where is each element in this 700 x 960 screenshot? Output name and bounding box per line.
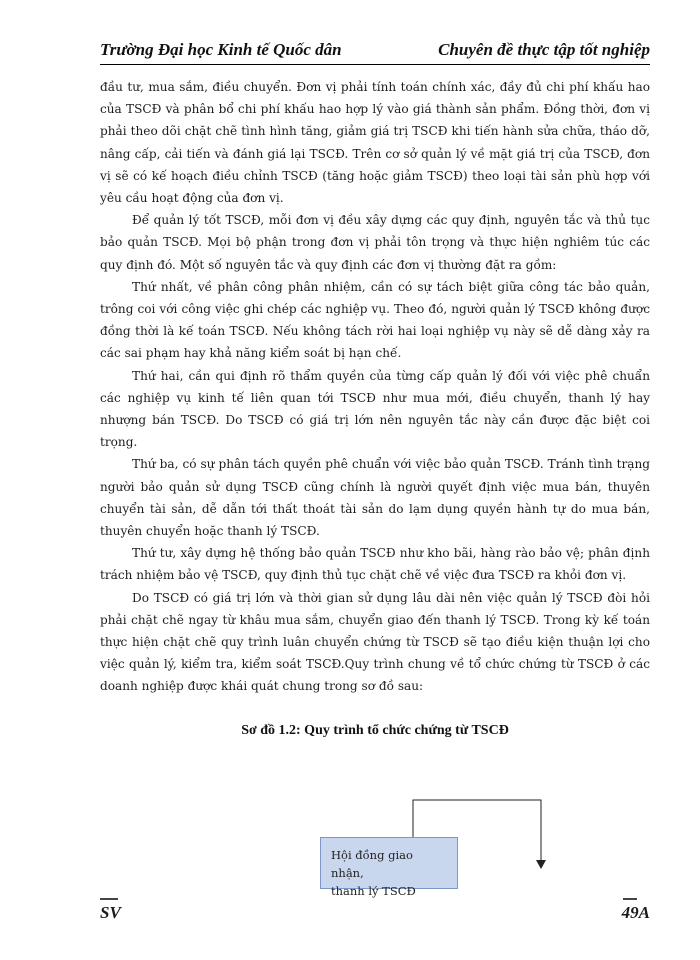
paragraph: Thứ tư, xây dựng hệ thống bảo quản TSCĐ như kho bãi, hàng rào bảo vệ; phân định trách nhiệm bảo vệ TSCĐ, quy định thủ tục chặt chẽ về việc đưa TSCĐ ra khỏi đơn vị.: [100, 546, 650, 583]
footer-left: SV: [100, 903, 121, 922]
footer-right: 49A: [621, 903, 650, 922]
body-text: [100, 76, 650, 698]
paragraph: Thứ nhất, về phân công phân nhiệm, cần có sự tách biệt giữa công tác bảo quản, trông coi với công việc ghi chép các nghiệp vụ. Theo đó, người quản lý TSCĐ không được đồng thời là kế toán TSCĐ. Nếu không tách rời hai loại nghiệp vụ này sẽ dễ dàng xảy ra các sai phạm hay khả năng kiểm soát bị hạn chế.: [100, 279, 650, 361]
header-report-title: Chuyên đề thực tập tốt nghiệp: [438, 40, 650, 59]
paragraph: Do TSCĐ có giá trị lớn và thời gian sử dụng lâu dài nên việc quản lý TSCĐ đòi hỏi phải chặt chẽ ngay từ khâu mua sắm, chuyển giao đến thanh lý TSCĐ. Trong kỳ kế toán thực hiện chặt chẽ quy trình luân chuyển chứng từ TSCĐ sẽ tạo điều kiện thuận lợi cho việc quản lý, kiểm tra, kiểm soát TSCĐ.Quy trình chung về tổ chức chứng từ TSCĐ ở các doanh nghiệp được khái quát chung trong sơ đồ sau:: [100, 590, 650, 694]
header-university: Trường Đại học Kinh tế Quốc dân: [100, 40, 342, 59]
paragraph: Thứ hai, cần qui định rõ thẩm quyền của từng cấp quản lý đối với việc phê chuẩn các nghiệp vụ kinh tế liên quan tới TSCĐ như mua mới, điều chuyển, thanh lý hay nhượng bán TSCĐ. Do TSCĐ có giá trị lớn nên nguyên tắc này cần được đặc biệt coi trọng.: [100, 368, 650, 450]
page-header: [100, 40, 650, 64]
flow-box-council: [320, 837, 458, 898]
header-divider: [100, 64, 650, 65]
footer-mark: [100, 898, 118, 900]
arrow-head-icon: [536, 860, 546, 869]
flow-box-line: thanh lý TSCĐ: [331, 884, 416, 898]
diagram-title: Sơ đồ 1.2: Quy trình tổ chức chứng từ TSCĐ: [241, 723, 509, 738]
footer-mark: [623, 898, 637, 900]
flow-box-line: Hội đồng giao nhận,: [331, 848, 413, 880]
paragraph: Thứ ba, có sự phân tách quyền phê chuẩn với việc bảo quản TSCĐ. Tránh tình trạng người bảo quản sử dụng TSCĐ cũng chính là người quyết định việc mua bán, thuyên chuyển tài sản, dễ dẫn tới thất thoát tài sản do lạm dụng quyền hành tự do mua bán, thuyên chuyển hoặc thanh lý TSCĐ.: [100, 457, 650, 539]
paragraph: Để quản lý tốt TSCĐ, mỗi đơn vị đều xây dựng các quy định, nguyên tắc và thủ tục bảo quản TSCĐ. Mọi bộ phận trong đơn vị phải tôn trọng và thực hiện nghiêm túc các quy định đó. Một số nguyên tắc và quy định các đơn vị thường đặt ra gồm:: [100, 213, 650, 272]
paragraph: đầu tư, mua sắm, điều chuyển. Đơn vị phải tính toán chính xác, đầy đủ chi phí khấu hao của TSCĐ và phân bổ chi phí khấu hao hợp lý vào giá thành sản phẩm. Đồng thời, đơn vị phải theo dõi chặt chẽ tình hình tăng, giảm giá trị TSCĐ khi tiến hành sửa chữa, tháo dỡ, nâng cấp, cải tiến và đánh giá lại TSCĐ. Trên cơ sở quản lý về mặt giá trị của TSCĐ, đơn vị sẽ có kế hoạch điều chỉnh TSCĐ (tăng hoặc giảm TSCĐ) theo loại tài sản phù hợp với yêu cầu hoạt động của đơn vị.: [100, 80, 650, 206]
